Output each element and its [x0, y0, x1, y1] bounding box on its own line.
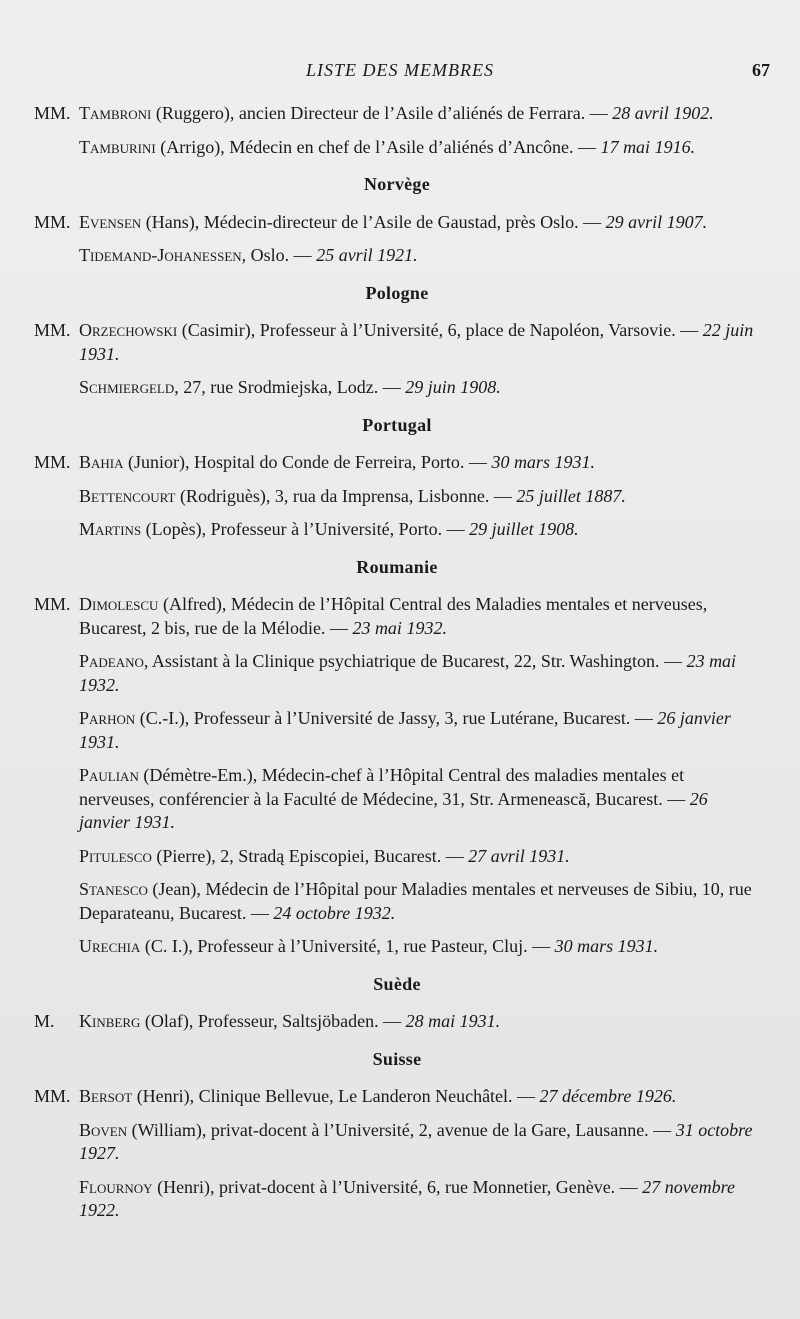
member-prefix: MM.: [34, 1086, 71, 1106]
member-name: Schmiergeld: [79, 377, 175, 397]
member-details: (Hans), Médecin-directeur de l’Asile de Gaustad, près Oslo. —: [141, 211, 602, 232]
membership-date: 28 mai 1931.: [405, 1011, 501, 1031]
member-prefix: MM.: [34, 103, 71, 123]
member-details: , 27, rue Srodmiejska, Lodz. —: [174, 377, 401, 397]
member-details: (Ruggero), ancien Directeur de l’Asile d’aliénés de Ferrara. —: [151, 103, 608, 123]
member-name: Pitulesco: [79, 845, 152, 866]
membership-date: 27 décembre 1926.: [539, 1086, 677, 1106]
member-entry: [34, 1010, 760, 1034]
member-details: (Junior), Hospital do Conde de Ferreira, Porto. —: [123, 452, 487, 472]
member-name: Paulian: [79, 765, 139, 785]
member-name: Orzechowski: [79, 320, 178, 340]
member-entry: [34, 102, 760, 126]
member-entry: [34, 376, 760, 400]
members-list: [34, 102, 760, 1233]
member-entry: [34, 878, 760, 925]
membership-date: 31 octobre 1927.: [79, 1119, 753, 1163]
member-name: Padeano: [79, 651, 144, 671]
member-name: Bahia: [79, 452, 124, 472]
member-name: Tamburini: [79, 136, 156, 157]
member-name: Parhon: [79, 708, 136, 728]
member-entry: [34, 518, 760, 542]
member-details: (Casimir), Professeur à l’Université, 6, place de Napoléon, Varsovie. —: [177, 320, 699, 340]
running-title: LISTE DES MEMBRES: [306, 60, 494, 80]
page-header: [0, 60, 800, 88]
member-entry: [34, 1085, 760, 1109]
membership-date: 26 janvier 1931.: [79, 788, 708, 832]
country-heading: Norvège: [363, 174, 431, 194]
member-details: (Alfred), Médecin de l’Hôpital Central des Maladies mentales et nerveuses, Bucarest, 2 bis, rue de la Mélodie. —: [79, 594, 708, 638]
country-heading: Pologne: [365, 282, 429, 303]
member-name: Martins: [79, 519, 142, 539]
membership-date: 29 avril 1907.: [605, 211, 708, 232]
membership-date: 23 mai 1932.: [79, 651, 737, 695]
membership-date: 26 janvier 1931.: [79, 708, 731, 752]
membership-date: 29 juillet 1908.: [469, 519, 579, 539]
member-entry: [34, 211, 760, 235]
member-entry: [34, 485, 760, 509]
member-name: Kinberg: [79, 1011, 141, 1031]
membership-date: 17 mai 1916.: [600, 136, 696, 157]
member-name: Bettencourt: [79, 485, 176, 506]
member-prefix: MM.: [34, 594, 71, 614]
member-prefix: MM.: [34, 211, 71, 232]
membership-date: 25 avril 1921.: [316, 245, 418, 265]
member-details: (Jean), Médecin de l’Hôpital pour Maladies mentales et nerveuses de Sibiu, 10, rue Deparateanu, Bucarest. —: [79, 879, 752, 923]
country-heading: Suisse: [372, 1048, 422, 1069]
member-details: (William), privat-docent à l’Université, 2, avenue de la Gare, Lausanne. —: [127, 1119, 672, 1140]
member-name: Tambroni: [79, 103, 152, 123]
member-details: (Olaf), Professeur, Saltsjöbaden. —: [140, 1011, 402, 1031]
member-entry: [34, 319, 760, 366]
membership-date: 27 avril 1931.: [468, 845, 570, 866]
member-prefix: MM.: [34, 320, 71, 340]
member-name: Dimolescu: [79, 594, 159, 614]
member-prefix: M.: [34, 1011, 55, 1031]
membership-date: 30 mars 1931.: [491, 452, 595, 472]
member-details: (Henri), privat-docent à l’Université, 6, rue Monnetier, Genève. —: [152, 1176, 638, 1197]
member-prefix: MM.: [34, 452, 71, 472]
member-details: , Oslo. —: [241, 245, 312, 265]
membership-date: 22 juin 1931.: [79, 320, 754, 364]
member-name: Evensen: [79, 211, 142, 232]
member-details: (C.-I.), Professeur à l’Université de Jassy, 3, rue Lutérane, Bucarest. —: [135, 708, 653, 728]
member-entry: [34, 707, 760, 754]
member-name: Bersot: [79, 1086, 133, 1106]
member-entry: [34, 451, 760, 475]
country-heading: Roumanie: [356, 556, 438, 577]
member-details: (Rodriguès), 3, rua da Imprensa, Lisbonne. —: [175, 485, 512, 506]
membership-date: 23 mai 1932.: [352, 617, 447, 638]
page-number: 67: [752, 60, 770, 80]
member-entry: [34, 1119, 760, 1166]
membership-date: 28 avril 1902.: [612, 103, 714, 123]
member-details: (Démètre-Em.), Médecin-chef à l’Hôpital Central des maladies mentales et nerveuses, conférencier à la Faculté de Médecine, 31, Str. Armenească, Bucarest. —: [79, 765, 686, 809]
membership-date: 24 octobre 1932.: [273, 902, 396, 923]
member-entry: [34, 136, 760, 160]
member-entry: [34, 935, 760, 959]
membership-date: 30 mars 1931.: [554, 936, 659, 956]
member-details: (Henri), Clinique Bellevue, Le Landeron Neuchâtel. —: [132, 1086, 536, 1106]
member-entry: [34, 764, 760, 835]
member-name: Flournoy: [79, 1176, 153, 1197]
member-entry: [34, 1176, 760, 1223]
membership-date: 29 juin 1908.: [405, 377, 501, 397]
member-name: Stanesco: [79, 879, 148, 899]
country-heading: Portugal: [362, 414, 432, 435]
member-details: (Lopès), Professeur à l’Université, Porto. —: [141, 519, 465, 539]
country-heading: Suède: [373, 973, 421, 994]
member-name: Tidemand-Johanessen: [79, 245, 242, 265]
member-entry: [34, 244, 760, 268]
member-name: Boven: [79, 1119, 128, 1140]
member-name: Urechia: [79, 936, 141, 956]
membership-date: 25 juillet 1887.: [516, 485, 626, 506]
member-details: (Pierre), 2, Stradą Episcopiei, Bucarest. —: [151, 845, 464, 866]
member-details: (Arrigo), Médecin en chef de l’Asile d’aliénés d’Ancône. —: [155, 136, 597, 157]
member-entry: [34, 650, 760, 697]
member-entry: [34, 593, 760, 640]
member-entry: [34, 845, 760, 869]
member-details: (C. I.), Professeur à l’Université, 1, rue Pasteur, Cluj. —: [140, 936, 551, 956]
membership-date: 27 novembre 1922.: [79, 1176, 735, 1220]
member-details: , Assistant à la Clinique psychiatrique de Bucarest, 22, Str. Washington. —: [143, 651, 683, 671]
